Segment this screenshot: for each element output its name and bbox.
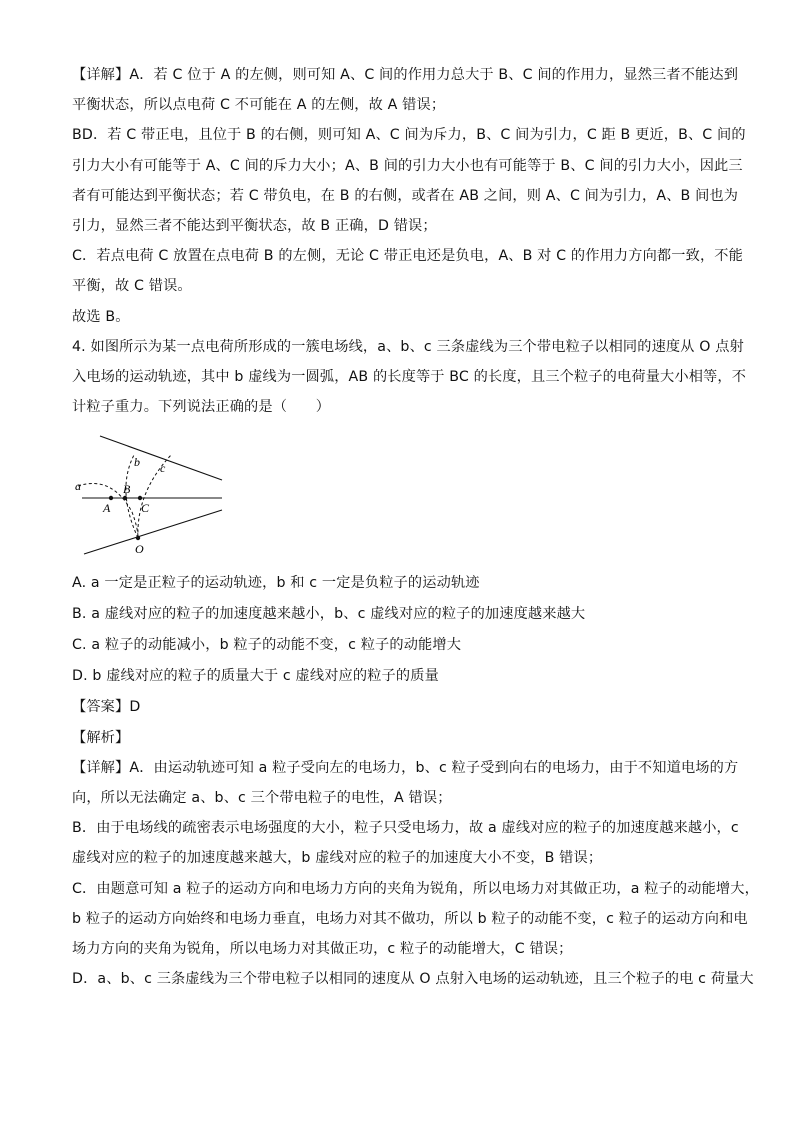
question-line: 入电场的运动轨迹，其中 b 虚线为一圆弧，AB 的长度等于 BC 的长度，且三个粒子的电荷量大小相等，不 [72,369,747,386]
analysis-title: 【解析】 [72,729,130,746]
text-line: 【详解】A．由运动轨迹可知 a 粒子受向左的电场力，b、c 粒子受到向右的电场力，由于不知道电场的方 [72,759,739,776]
document-page [72,60,759,994]
text-line: C．若点电荷 C 放置在点电荷 B 的左侧，无论 C 带正电还是负电，A、B 对 C 的作用力方向都一致，不能 [72,248,743,265]
point-B [123,496,127,500]
question-line: 计粒子重力。下列说法正确的是（ ） [72,399,331,416]
text-line: 平衡，故 C 错误。 [72,278,192,295]
label-C: C [141,501,150,516]
label-A: A [103,501,111,516]
text-line: 平衡状态，所以点电荷 C 不可能在 A 的左侧，故 A 错误； [72,97,446,114]
solution-detail [72,753,759,995]
label-O: O [135,542,144,557]
text-line: D．a、b、c 三条虚线为三个带电粒子以相同的速度从 O 点射入电场的运动轨迹，且三个粒子的电 c 荷量大 [72,971,754,988]
text-line: 虚线对应的粒子的加速度越来越大，b 虚线对应的粒子的加速度大小不变，B 错误； [72,850,603,867]
text-line: 场力方向的夹角为锐角，所以电场力对其做正功，c 粒子的动能增大，C 错误； [72,941,573,958]
solution-previous [72,60,746,332]
electric-field-figure [72,430,242,560]
text-line: 者有可能达到平衡状态；若 C 带负电，在 B 的右侧，或者在 AB 之间，则 A、C 间为引力，A、B 间也为 [72,187,739,204]
options [72,568,732,692]
point-O [136,536,140,540]
text-line: BD．若 C 带正电，且位于 B 的右侧，则可知 A、C 间为斥力，B、C 间为引力，C 距 B 更近，B、C 间的 [72,127,746,144]
text-line: B．由于电场线的疏密表示电场强度的大小，粒子只受电场力，故 a 虚线对应的粒子的加速度越来越小，c [72,820,739,837]
point-C [138,496,142,500]
label-B: B [123,482,131,497]
option-d: D. b 虚线对应的粒子的质量大于 c 虚线对应的粒子的质量 [72,668,439,685]
point-A [109,496,113,500]
question-line: 4. 如图所示为某一点电荷所形成的一簇电场线，a、b、c 三条虚线为三个带电粒子以相同的速度从 O 点射 [72,338,744,355]
text-line: 向，所以无法确定 a、b、c 三个带电粒子的电性，A 错误； [72,790,452,807]
text-line: b 粒子的运动方向始终和电场力垂直，电场力对其不做功，所以 b 粒子的动能不变，c 粒子的运动方向和电 [72,910,748,927]
option-b: B. a 虚线对应的粒子的加速度越来越小，b、c 虚线对应的粒子的加速度越来越大 [72,606,586,623]
answer: 【答案】D [72,699,141,716]
option-c: C. a 粒子的动能减小，b 粒子的动能不变，c 粒子的动能增大 [72,637,462,654]
label-c: c [160,461,166,476]
question-4 [72,332,747,423]
field-diagram [72,430,242,560]
trajectory-c [138,454,172,538]
text-line: 引力大小有可能等于 A、C 间的斥力大小；A、B 间的引力大小也有可能等于 B、C 间的引力大小，因此三 [72,157,743,174]
text-line: 引力，显然三者不能达到平衡状态，故 B 正确，D 错误； [72,218,437,235]
text-line: 故选 B。 [72,308,130,325]
label-b: b [134,455,140,470]
label-a: a [75,479,81,494]
text-line: C．由题意可知 a 粒子的运动方向和电场力方向的夹角为锐角，所以电场力对其做正功，a 粒子的动能增大， [72,880,759,897]
text-line: 【详解】A．若 C 位于 A 的左侧，则可知 A、C 间的作用力总大于 B、C 间的作用力，显然三者不能达到 [72,67,739,83]
option-a: A. a 一定是正粒子的运动轨迹，b 和 c 一定是负粒子的运动轨迹 [72,575,480,592]
field-line-lower [84,510,222,557]
